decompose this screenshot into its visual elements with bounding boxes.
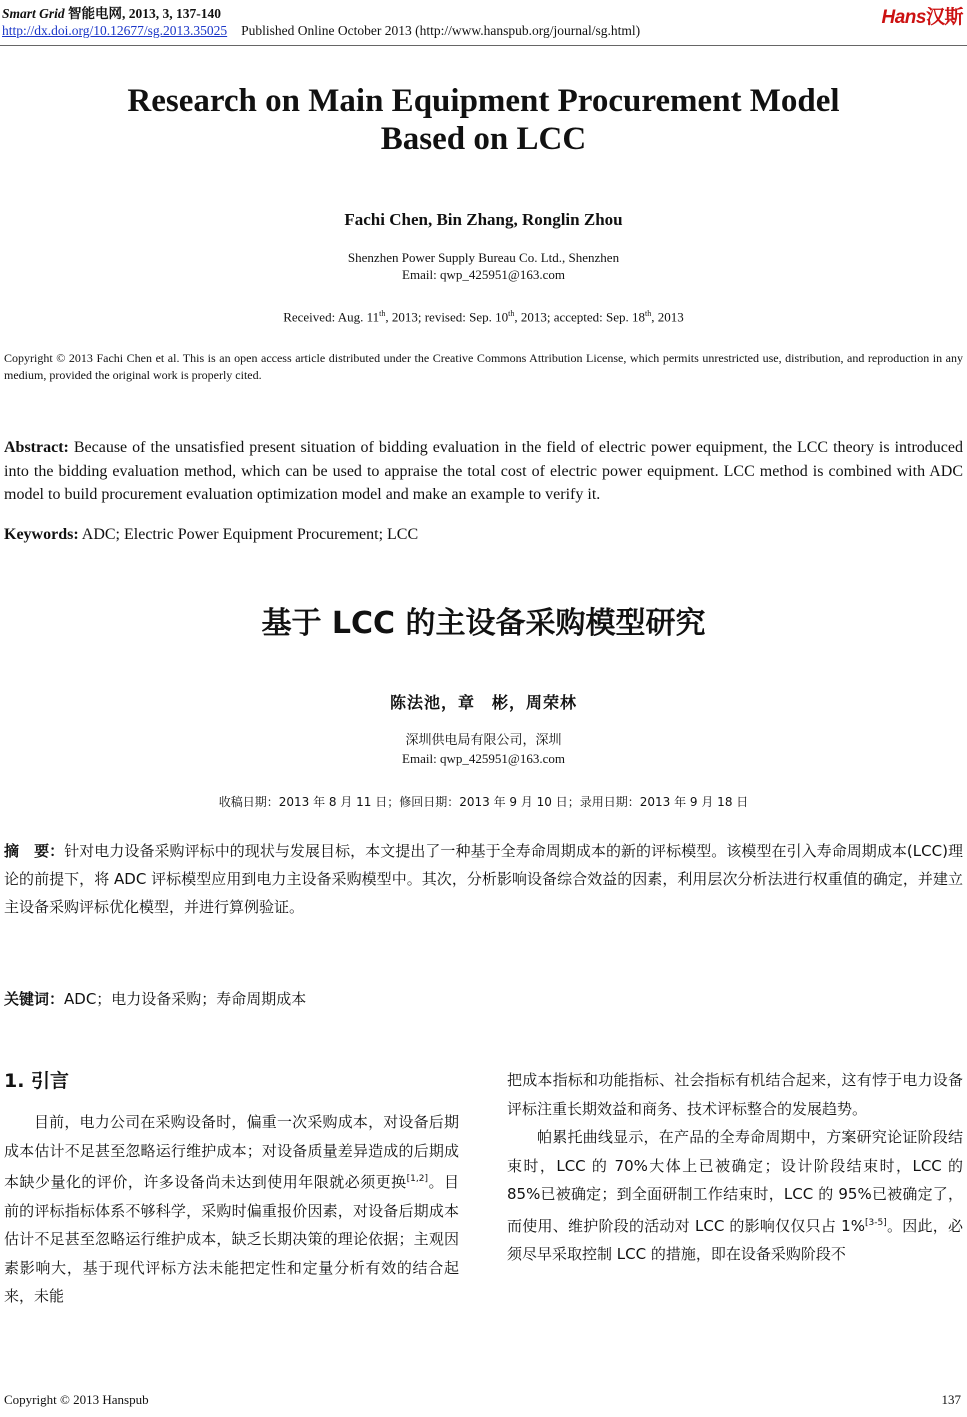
copyright-notice: Copyright © 2013 Fachi Chen et al. This is an open access article distributed under the Creative Commons Attribution License, which permits unrestricted use, distribution, and reproduction in any medium, provided the original work is properly cited. bbox=[4, 351, 963, 382]
ordinal-sup: th bbox=[379, 309, 386, 318]
affiliation-en bbox=[0, 249, 967, 283]
paragraph-text: 帕累托曲线显示，在产品的全寿命周期中，方案研究论证阶段结束时，LCC 的 70%大体上已被确定；设计阶段结束时，LCC 的 85%已被确定；到全面研制工作结束时，LCC 的 95%已被确定了，而使用、维护阶段的活动对 LCC 的影响仅仅只占 1% bbox=[507, 1128, 963, 1235]
body-column-left bbox=[4, 1108, 459, 1311]
affiliation-en-text: Shenzhen Power Supply Bureau Co. Ltd., Shenzhen bbox=[347, 250, 620, 265]
keywords-en-label: Keywords: bbox=[4, 526, 79, 543]
received-text: Received: Aug. 11 bbox=[283, 309, 380, 325]
keywords-cn-text: ADC；电力设备采购；寿命周期成本 bbox=[64, 990, 307, 1008]
paragraph-text: 。因此，必须尽早采取控制 LCC 的措施，即在设备采购阶段不 bbox=[507, 1216, 963, 1263]
abstract-cn bbox=[4, 837, 963, 921]
journal-header bbox=[2, 2, 221, 22]
abstract-cn-text: 针对电力设备采购评标中的现状与发展目标，本文提出了一种基于全寿命周期成本的新的评标模型。该模型在引入寿命周期成本(LCC)理论的前提下，将 ADC 评标模型应用到电力主设备采购模型中。其次，分析影响设备综合效益的因素，利用层次分析法进行权重值的确定，并建立主设备采购评标优化模型，并进行算例验证。 bbox=[4, 842, 963, 916]
affiliation-cn-text: 深圳供电局有限公司，深圳 bbox=[405, 733, 562, 748]
revised-text: , 2013; revised: Sep. 10 bbox=[385, 309, 509, 325]
footer-copyright: Copyright © 2013 Hanspub bbox=[4, 1392, 149, 1407]
doi-link[interactable]: http://dx.doi.org/10.12677/sg.2013.35025 bbox=[2, 23, 228, 38]
paper-title-cn: 基于 LCC 的主设备采购模型研究 bbox=[261, 606, 706, 641]
header-divider bbox=[0, 45, 967, 46]
keywords-en-text: ADC; Electric Power Equipment Procurement; LCC bbox=[78, 526, 419, 543]
received-dates-en bbox=[0, 309, 967, 325]
received-dates-cn: 收稿日期：2013 年 8 月 11 日；修回日期：2013 年 9 月 10 日；录用日期：2013 年 9 月 18 日 bbox=[218, 795, 749, 809]
authors-cn: 陈法池，章 彬，周荣林 bbox=[389, 693, 577, 712]
email-en: Email: qwp_425951@163.com bbox=[402, 267, 565, 282]
logo-text-en: Hans bbox=[881, 7, 926, 28]
abstract-en-label: Abstract: bbox=[4, 439, 69, 456]
hans-logo bbox=[882, 2, 963, 29]
keywords-cn-label: 关键词： bbox=[4, 990, 65, 1008]
keywords-en bbox=[4, 526, 418, 544]
paper-title-en bbox=[40, 82, 927, 158]
paragraph-text: 。目前的评标指标体系不够科学，采购时偏重报价因素，对设备后期成本估计不足甚至忽略运行维护成本，缺乏长期决策的理论依据；主观因素影响大，基于现代评标方法未能把定性和定量分析有效的结合起来，未能 bbox=[4, 1173, 459, 1305]
journal-name: Smart Grid bbox=[2, 6, 65, 21]
authors-en: Fachi Chen, Bin Zhang, Ronglin Zhou bbox=[344, 210, 623, 229]
affiliation-cn bbox=[0, 732, 967, 768]
accepted-text: , 2013; accepted: Sep. 18 bbox=[514, 309, 646, 325]
title-en-line2: Based on LCC bbox=[380, 121, 587, 157]
published-online: Published Online October 2013 (http://www.hanspub.org/journal/sg.html) bbox=[241, 23, 641, 38]
ordinal-sup: th bbox=[645, 309, 652, 318]
abstract-en-text: Because of the unsatisfied present situation of bidding evaluation in the field of electric power equipment, the LCC theory is introduced into the bidding evaluation method, which can be used to appraise the total cost of electric power equipment. LCC method is combined with ADC model to build procurement evaluation optimization model and make an example to verify it. bbox=[4, 439, 963, 503]
email-cn: Email: qwp_425951@163.com bbox=[402, 751, 565, 766]
journal-citation: 智能电网, 2013, 3, 137-140 bbox=[64, 6, 222, 21]
body-column-right bbox=[507, 1066, 963, 1269]
section-heading-introduction: 1. 引言 bbox=[4, 1070, 70, 1092]
year-text: , 2013 bbox=[651, 309, 684, 325]
paragraph-text: 目前，电力公司在采购设备时，偏重一次采购成本，对设备后期成本估计不足甚至忽略运行维护成本；对设备质量差异造成的后期成本缺少量化的评价，许多设备尚未达到使用年限就必须更换 bbox=[4, 1113, 459, 1191]
keywords-cn bbox=[4, 988, 306, 1009]
logo-text-cn: 汉斯 bbox=[925, 7, 963, 28]
paragraph: 把成本指标和功能指标、社会指标有机结合起来，这有悖于电力设备评标注重长期效益和商务、技术评标整合的发展趋势。 bbox=[507, 1071, 963, 1118]
citation-ref: [3-5] bbox=[864, 1217, 887, 1228]
citation-ref: [1,2] bbox=[406, 1174, 428, 1184]
abstract-en bbox=[4, 436, 963, 507]
paragraph bbox=[4, 1108, 459, 1311]
header-line bbox=[2, 23, 640, 39]
title-en-line1: Research on Main Equipment Procurement Model bbox=[127, 83, 840, 119]
ordinal-sup: th bbox=[508, 309, 515, 318]
paragraph bbox=[507, 1123, 963, 1269]
abstract-cn-label: 摘 要： bbox=[4, 842, 65, 860]
page-number: 137 bbox=[941, 1392, 961, 1407]
